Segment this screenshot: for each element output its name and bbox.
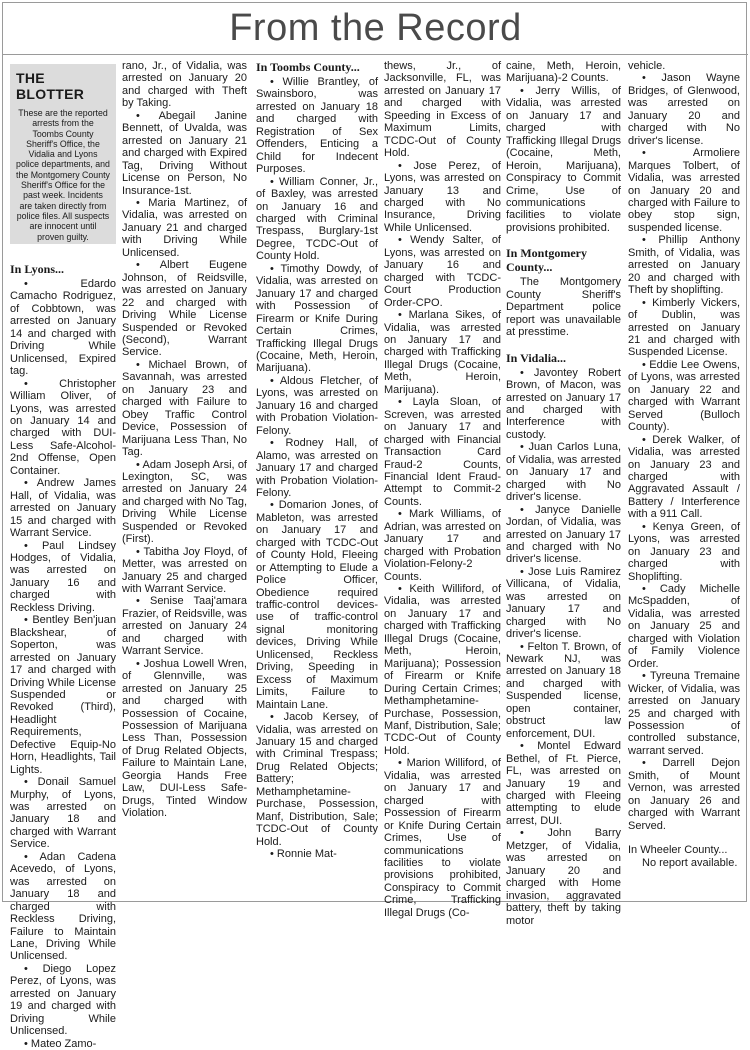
arrest-entry: • Domarion Jones, of Mableton, was arrested on January 17 and charged with TCDC-Out of County Hold, Fleeing or Attempting to Elude a Police Officer, Obedience required traffic-control devices-use of traffic-control signal monitoring devices, Driving While Unlicensed, Reckless Driving, Speeding in Excess of Maximum Limits, Failure to Maintain Lane. [256, 499, 378, 711]
arrest-entry: • William Conner, Jr., of Baxley, was arrested on January 16 and charged with Criminal Trespass, Burglary-1st Degree, TCDC-Out of County Hold. [256, 175, 378, 263]
arrest-entry: • Cady Michelle McSpadden, of Vidalia, was arrested on January 25 and charged with Violation of Family Violence Order. [628, 583, 740, 670]
blotter-box [10, 64, 116, 244]
arrest-entry: • Layla Sloan, of Screven, was arrested on January 17 and charged with Financial Transaction Card Fraud-2 Counts, Financial Ident Fraud-Attempt to Commit-2 Counts. [384, 396, 501, 508]
arrest-entry-continued: vehicle. [628, 60, 666, 72]
arrest-entry: • Abegail Janine Bennett, of Uvalda, was arrested on January 21 and charged with Expired Tag, Driving Without License on Person, No Insurance-1st. [122, 109, 247, 197]
arrest-entry: • Joshua Lowell Wren, of Glennville, was arrested on January 25 and charged with Possession of Cocaine, Possession of Marijuana Less Than, Possession of Drug Related Objects, Failure to Maintain Lane, Georgia Hands Free Law, DUI-Less Safe-Drugs, Tinted Window Violation. [122, 657, 247, 820]
arrest-entry: • Jason Wayne Bridges, of Glenwood, was arrested on January 20 and charged with No driver's license. [628, 72, 740, 147]
arrest-entry: • Bentley Ben'juan Blackshear, of Soperton, was arrested on January 17 and charged with Driving While License Suspended or Revoked (Third), Headlight Requirements, Defective Equip-No Horn, Headlights, Tail Lights. [10, 614, 116, 776]
arrest-entry: • Tabitha Joy Floyd, of Metter, was arrested on January 25 and charged with Warrant Service. [122, 545, 247, 596]
arrest-entry: • Timothy Dowdy, of Vidalia, was arrested on January 17 and charged with Possession of Firearm or Knife During Certain Crimes, Trafficking Illegal Drugs (Cocaine, Meth, Heroin, Marijuana). [256, 262, 378, 375]
masthead [3, 3, 748, 55]
column-1 [10, 258, 116, 1050]
arrest-entry: • Darrell Dejon Smith, of Mount Vernon, was arrested on January 26 and charged with Warrant Served. [628, 757, 740, 832]
arrest-entry: • Janyce Danielle Jordan, of Vidalia, was arrested on January 17 and charged with No driver's license. [506, 503, 621, 566]
page-title: From the Record [229, 7, 522, 49]
arrest-entry: • Rodney Hall, of Alamo, was arrested on January 17 and charged with Probation Violation-Felony. [256, 437, 378, 499]
section-heading-montgomery: In Montgomery County... [506, 246, 587, 275]
arrest-entry: • Jose Perez, of Lyons, was arrested on January 13 and charged with No Insurance, Driving While Unlicensed. [384, 159, 501, 234]
arrest-entry: • Senise Taaj'amara Frazier, of Reidsville, was arrested on January 24 and charged with Warrant Service. [122, 595, 247, 658]
arrest-entry: • John Barry Metzger, of Vidalia, was arrested on January 20 and charged with Home invasion, aggravated battery, theft by taking motor [506, 827, 621, 927]
arrest-entry: • Mateo Zamo- [24, 1037, 97, 1050]
arrest-entry: • Tyreuna Tremaine Wicker, of Vidalia, was arrested on January 25 and charged with Possession of controlled substance, warrant served. [628, 670, 740, 757]
arrest-entry: • Adam Joseph Arsi, of Lexington, SC, was arrested on January 24 and charged with No Tag, Driving While License Suspended or Revoked (First). [122, 458, 247, 546]
wheeler-report: No report available. [642, 856, 738, 869]
arrest-entry: • Jacob Kersey, of Vidalia, was arrested on January 15 and charged with Criminal Trespass; Drug Related Objects; Battery; Methamphetamine-Purchase, Possession, Manf, Distribution, Sale; TCDC-Out of County Hold. [256, 711, 378, 848]
section-heading-lyons: In Lyons... [10, 262, 65, 276]
arrest-entry: • Jose Luis Ramirez Villicana, of Vidalia, was arrested on January 17 and charged with No driver's license. [506, 565, 621, 641]
arrest-entry: • Paul Lindsey Hodges, of Vidalia, was arrested on January 16 and charged with Reckless Driving. [10, 539, 116, 614]
column-5 [506, 60, 621, 927]
arrest-entry: • Albert Eugene Johnson, of Reidsville, was arrested on January 22 and charged with Driving While License Suspended or Revoked (Second), Warrant Service. [122, 259, 247, 359]
arrest-entry: • Kenya Green, of Lyons, was arrested on January 23 and charged with Shoplifting. [628, 520, 740, 583]
arrest-entry: • Marion Williford, of Vidalia, was arrested on January 17 and charged with Possession of Firearm or Knife During Certain Crimes, Use of communications facilities to violate provisions prohibited, Conspiracy to Commit Crime, Trafficking Illegal Drugs (Co- [384, 757, 501, 919]
arrest-entry: • Kimberly Vickers, of Dublin, was arrested on January 21 and charged with Suspended License. [628, 296, 740, 359]
arrest-entry: • Edardo Camacho Rodriguez, of Cobbtown, was arrested on January 14 and charged with Driving While Unlicensed, Expired tag. [10, 278, 116, 378]
section-heading-toombs: In Toombs County... [256, 60, 360, 74]
arrest-entry: • Michael Brown, of Savannah, was arrested on January 23 and charged with Failure to Obey Traffic Control Device, Possession of Marijuana Less Than, No Tag. [122, 358, 247, 459]
column-2 [122, 60, 247, 820]
arrest-entry: • Andrew James Hall, of Vidalia, was arrested on January 15 and charged with Warrant Service. [10, 477, 116, 540]
arrest-entry: • Juan Carlos Luna, of Vidalia, was arrested on January 17 and charged with No driver's license. [506, 441, 621, 504]
section-heading-wheeler: In Wheeler County... [628, 844, 728, 857]
column-4 [384, 60, 501, 919]
arrest-entry: • Derek Walker, of Vidalia, was arrested on January 23 and charged with Aggravated Assault / Battery / Interference with a 911 Call. [628, 433, 740, 521]
arrest-entry-continued: rano, Jr., of Vidalia, was arrested on January 20 and charged with Theft by Taking. [122, 60, 247, 110]
arrest-entry: • Armoliere Marques Tolbert, of Vidalia, was arrested on January 20 and charged with Failure to obey stop sign, suspended license. [628, 147, 740, 234]
arrest-entry: • Adan Cadena Acevedo, of Lyons, was arrested on January 18 and charged with Reckless Driving, Failure to Maintain Lane, Driving While Unlicensed. [10, 850, 116, 963]
arrest-entry: • Javontey Robert Brown, of Macon, was arrested on January 17 and charged with Interference with custody. [506, 366, 621, 441]
arrest-entry: • Eddie Lee Owens, of Lyons, was arrested on January 22 and charged with Warrant Served (Bulloch County). [628, 358, 740, 434]
arrest-entry: • Christopher William Oliver, of Lyons, was arrested on January 14 and charged with DUI-Less Safe-Alcohol-2nd Offense, Open Container. [10, 377, 116, 477]
arrest-entry: • Donail Samuel Murphy, of Lyons, was arrested on January 18 and charged with Warrant Service. [10, 776, 116, 851]
arrest-entry: • Willie Brantley, of Swainsboro, was arrested on January 18 and charged with Registration of Sex Offenders, Enticing a Child for Indecent Purposes. [256, 76, 378, 176]
section-heading-vidalia: In Vidalia... [506, 350, 567, 365]
arrest-entry: • Maria Martinez, of Vidalia, was arrested on January 21 and charged with Driving While Unlicensed. [122, 196, 247, 259]
blotter-heading: THE BLOTTER [16, 70, 85, 102]
montgomery-report: The Montgomery County Sheriff's Department police report was unavailable at presstime. [506, 276, 621, 339]
arrest-entry: • Phillip Anthony Smith, of Vidalia, was arrested on January 20 and charged with Theft by shoplifting. [628, 234, 740, 297]
arrest-entry: • Jerry Willis, of Vidalia, was arrested on January 17 and charged with Trafficking Illegal Drugs (Cocaine, Meth, Heroin, Marijuana), Conspiracy to Commit Crime, Use of communications facilities to violate provisions prohibited. [506, 84, 621, 234]
arrest-entry: • Aldous Fletcher, of Lyons, was arrested on January 16 and charged with Probation Violation-Felony. [256, 374, 378, 437]
arrest-entry-continued: caine, Meth, Heroin, Marijuana)-2 Counts. [506, 60, 621, 85]
arrest-entry-continued: thews, Jr., of Jacksonville, FL, was arrested on January 17 and charged with Speeding in Excess of Maximum Limits, TCDC-Out of County Hold. [384, 60, 501, 160]
column-3 [256, 60, 378, 861]
blotter-intro: These are the reported arrests from the Toombs County Sheriff's Office, the Vidalia and Lyons police departments, and the Montgomery County Sheriff's Office for the past week. Incidents are taken directly from police files. All suspects are innocent until proven guilty. [16, 108, 110, 242]
arrest-entry: • Mark Williams, of Adrian, was arrested on January 17 and charged with Probation Violation-Felony-2 Counts. [384, 508, 501, 583]
arrest-entry: • Wendy Salter, of Lyons, was arrested on January 16 and charged with TCDC-Court Production Order-CPO. [384, 234, 501, 309]
arrest-entry: • Montel Edward Bethel, of Ft. Pierce, FL, was arrested on January 19 and charged with Fleeing attempting to elude arrest, DUI. [506, 740, 621, 827]
arrest-entry: • Felton T. Brown, of Newark NJ, was arrested on January 18 and charged with Suspended license, open container, obstruct law enforcement, DUI. [506, 640, 621, 740]
arrest-entry: • Marlana Sikes, of Vidalia, was arrested on January 17 and charged with Trafficking Illegal Drugs (Cocaine, Meth, Heroin, Marijuana). [384, 309, 501, 396]
arrest-entry: • Diego Lopez Perez, of Lyons, was arrested on January 19 and charged with Driving While Unlicensed. [10, 962, 116, 1038]
arrest-entry: • Ronnie Mat- [270, 848, 337, 861]
column-6 [628, 60, 740, 869]
arrest-entry: • Keith Williford, of Vidalia, was arrested on January 17 and charged with Trafficking Illegal Drugs (Cocaine, Meth, Heroin, Marijuana); Possession of Firearm or Knife During Certain Crimes; Methamphetamine-Purchase, Possession, Manf, Distribution, Sale; TCDC-Out of County Hold. [384, 583, 501, 757]
